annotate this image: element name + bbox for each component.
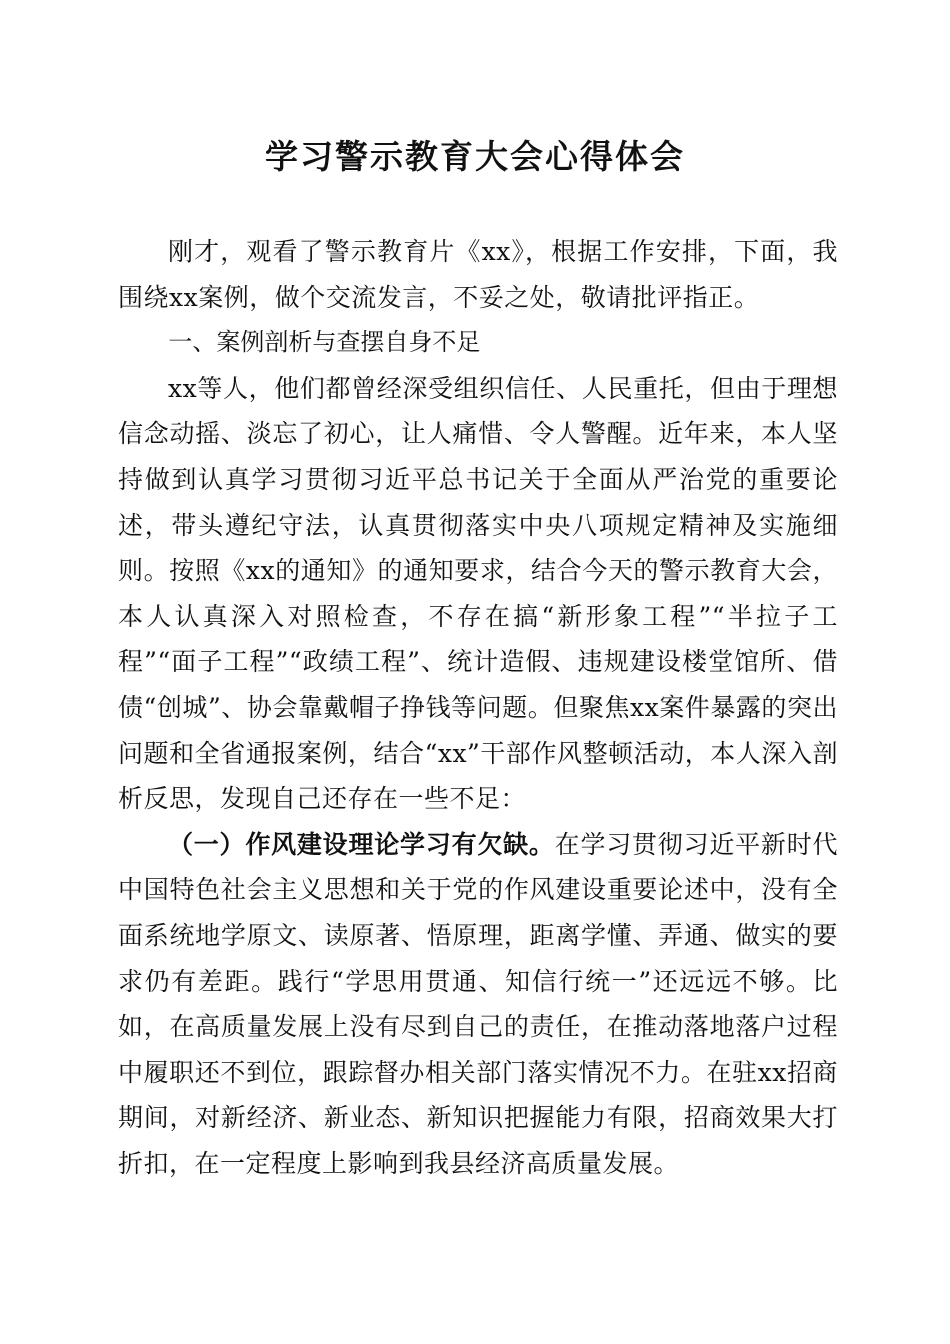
subsection-paragraph bbox=[118, 822, 838, 1187]
document-title: 学习警示教育大会心得体会 bbox=[265, 137, 685, 176]
section-paragraph: xx等人，他们都曾经深受组织信任、人民重托，但由于理想信念动摇、淡忘了初心，让人痛惜、令人警醒。近年来，本人坚持做到认真学习贯彻习近平总书记关于全面从严治党的重要论述，带头遵纪守法，认真贯彻落实中央八项规定精神及实施细则。按照《xx的通知》的通知要求，结合今天的警示教育大会，本人认真深入对照检查，不存在搞“新形象工程”“半拉子工程”“面子工程”“政绩工程”、统计造假、违规建设楼堂馆所、借债“创城”、协会靠戴帽子挣钱等问题。但聚焦xx案件暴露的突出问题和全省通报案例，结合“xx”干部作风整顿活动，本人深入剖析反思，发现自己还存在一些不足： bbox=[118, 373, 838, 814]
subsection-lead: （一）作风建设理论学习有欠缺。 bbox=[168, 829, 555, 859]
subsection-text: 在学习贯彻习近平新时代中国特色社会主义思想和关于党的作风建设重要论述中，没有全面系统地学原文、读原著、悟原理，距离学懂、弄通、做实的要求仍有差距。践行“学思用贯通、知信行统一”还远远不够。比如，在高质量发展上没有尽到自己的责任，在推动落地落户过程中履职还不到位，跟踪督办相关部门落实情况不力。在驻xx招商期间，对新经济、新业态、新知识把握能力有限，招商效果大打折扣，在一定程度上影响到我县经济高质量发展。 bbox=[118, 829, 838, 1178]
section-heading: 一、案例剖析与查摆自身不足 bbox=[168, 328, 481, 357]
intro-paragraph: 刚才，观看了警示教育片《xx》，根据工作安排，下面，我围绕xx案例，做个交流发言，不妥之处，敬请批评指正。 bbox=[118, 237, 838, 312]
document-body bbox=[118, 229, 838, 1186]
